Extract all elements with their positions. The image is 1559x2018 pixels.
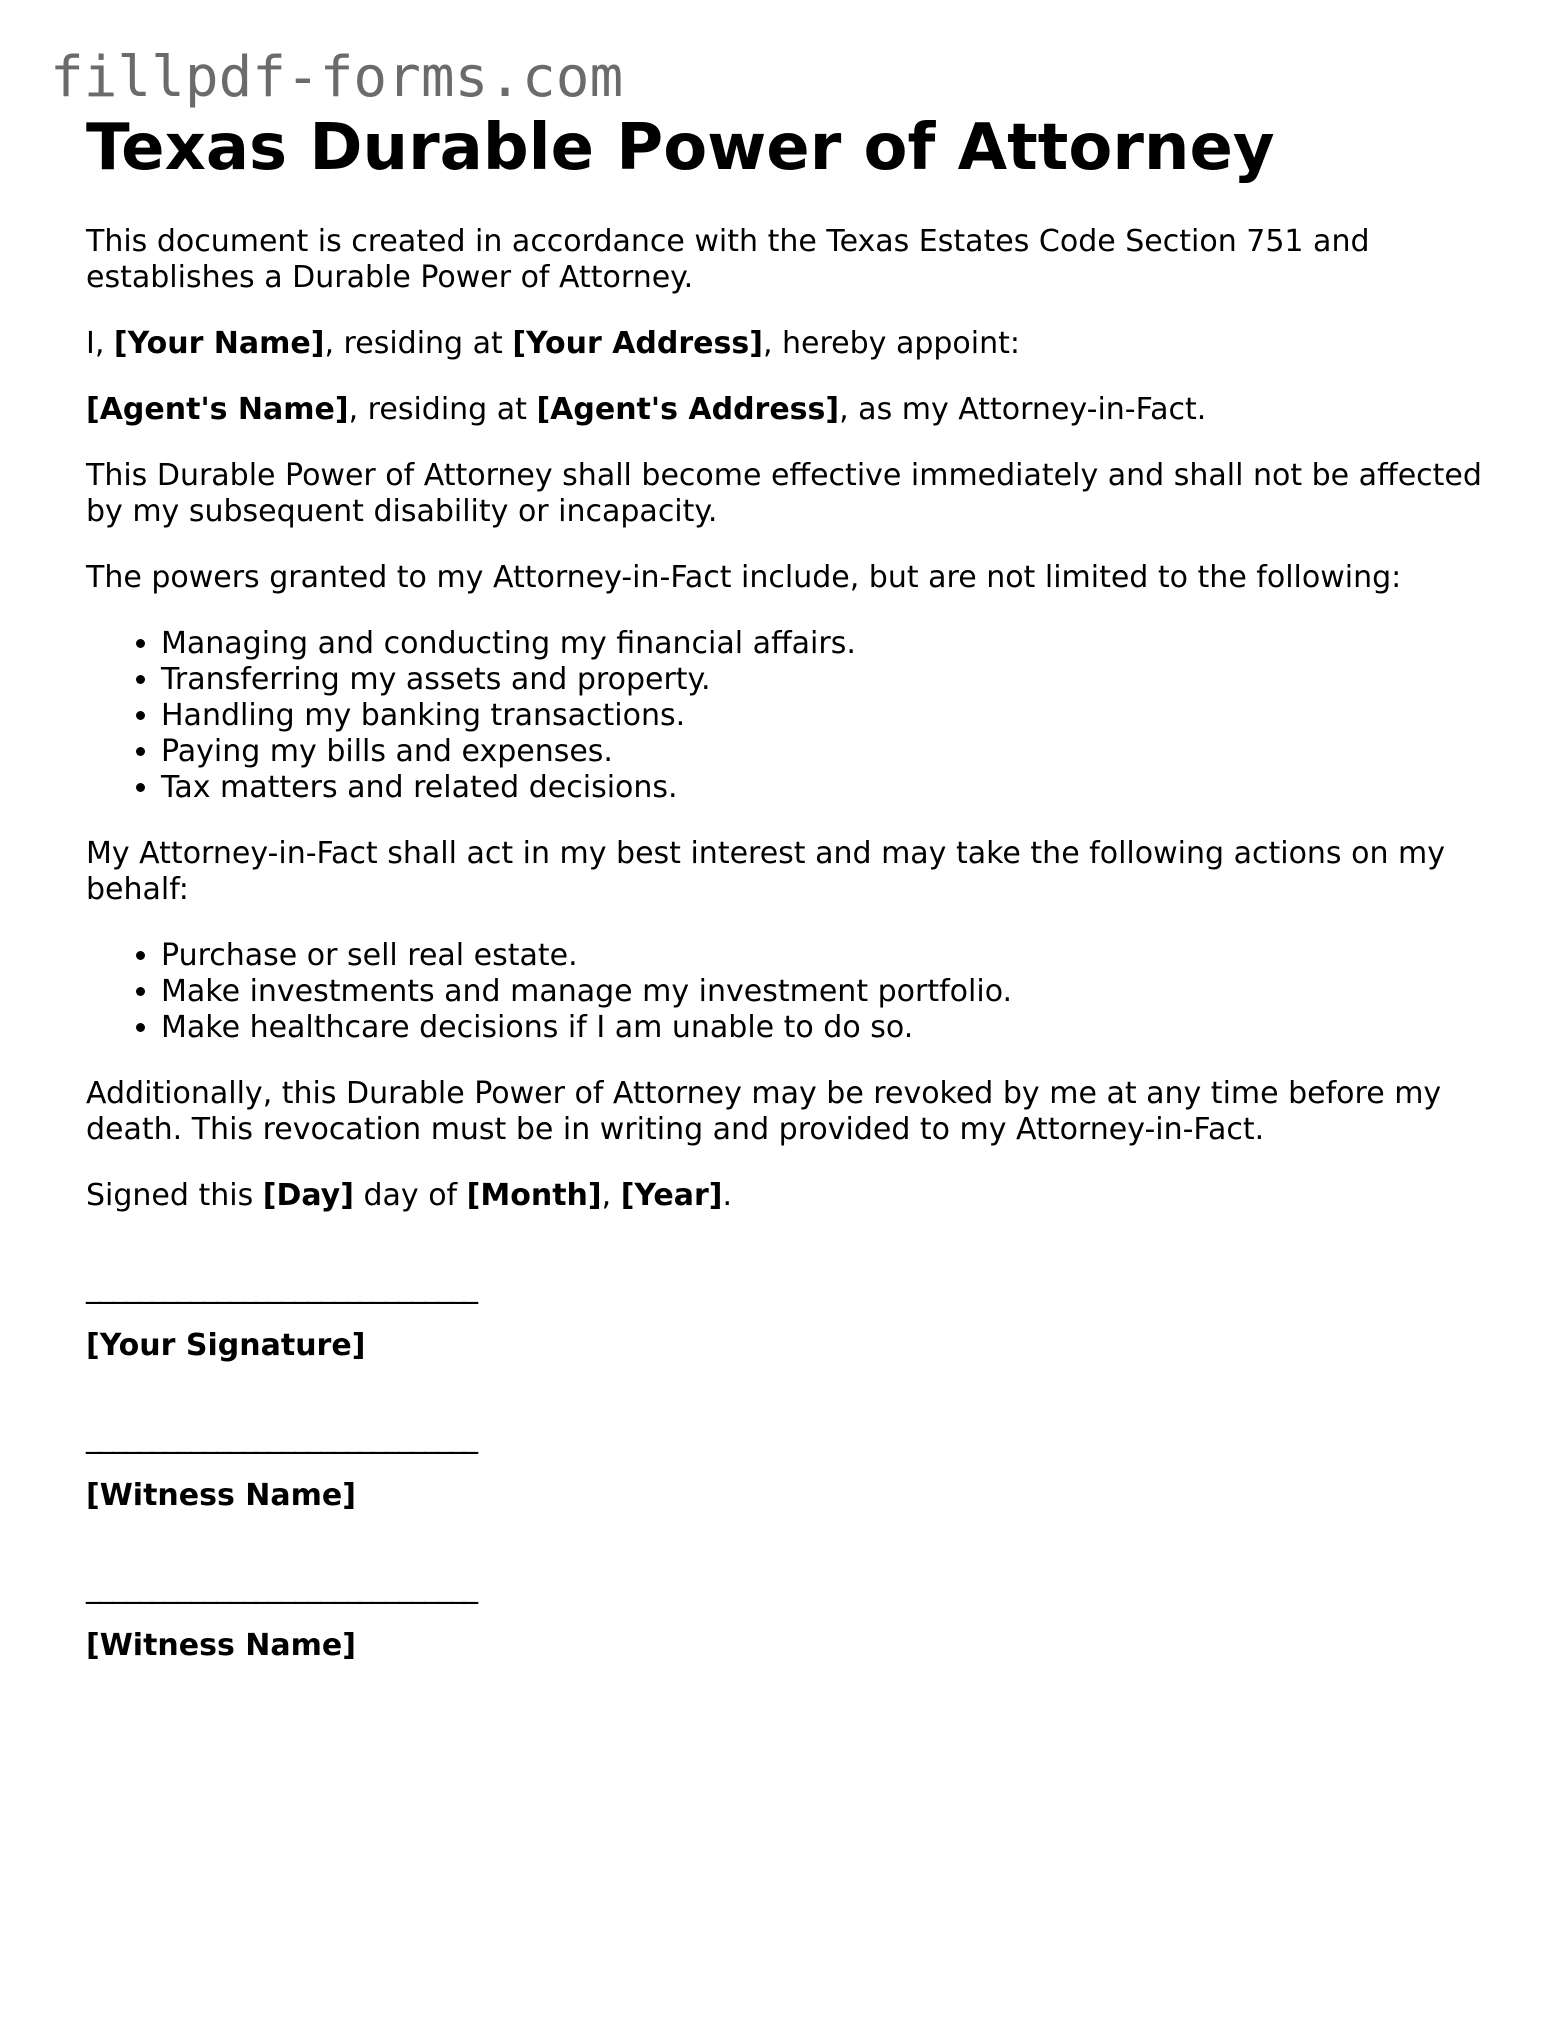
agent-mid: , residing at — [348, 391, 537, 427]
effective-paragraph: This Durable Power of Attorney shall become effective immediately and shall not be affected by my subsequent disability or incapacity. — [86, 457, 1482, 529]
list-item: • Purchase or sell real estate. — [161, 938, 1486, 974]
witness-2-label: [Witness Name] — [86, 1627, 356, 1663]
witness-1-line: ______________________________ — [86, 1419, 476, 1455]
witness-2-line: ______________________________ — [86, 1569, 476, 1605]
witness-1-label: [Witness Name] — [86, 1477, 356, 1513]
list-item: • Make investments and manage my investment portfolio. — [161, 974, 1486, 1010]
intro-paragraph: This document is created in accordance with the Texas Estates Code Section 751 and establishes a Durable Power of Attorney. — [86, 223, 1370, 295]
page-title: Texas Durable Power of Attorney — [86, 111, 1275, 185]
day-placeholder: [Day] — [262, 1177, 354, 1213]
actions-intro: My Attorney-in-Fact shall act in my best interest and may take the following actions on my behalf: — [86, 835, 1445, 907]
signed-prefix: Signed this — [86, 1177, 263, 1213]
appoint-mid: , residing at — [324, 325, 513, 361]
agent-name-placeholder: [Agent's Name] — [86, 391, 349, 427]
list-item: • Transferring my assets and property. — [161, 662, 1486, 698]
list-item: • Managing and conducting my financial affairs. — [161, 626, 1486, 662]
list-item: • Handling my banking transactions. — [161, 698, 1486, 734]
your-address-placeholder: [Your Address] — [512, 325, 763, 361]
list-item: • Tax matters and related decisions. — [161, 770, 1486, 806]
powers-list — [86, 626, 1486, 806]
revocation-paragraph: Additionally, this Durable Power of Attorney may be revoked by me at any time before my death. This revocation must be in writing and provided to my Attorney-in-Fact. — [86, 1075, 1442, 1147]
appoint-suffix: , hereby appoint: — [762, 325, 1020, 361]
your-signature-label: [Your Signature] — [86, 1327, 366, 1363]
year-placeholder: [Year] — [620, 1177, 723, 1213]
signed-comma: , — [601, 1177, 621, 1213]
signed-mid: day of — [353, 1177, 467, 1213]
powers-intro: The powers granted to my Attorney-in-Fact include, but are not limited to the following: — [86, 559, 1402, 595]
document-page — [86, 112, 1486, 1664]
month-placeholder: [Month] — [466, 1177, 602, 1213]
watermark: fillpdf-forms.com — [50, 45, 624, 110]
list-item: • Paying my bills and expenses. — [161, 734, 1486, 770]
appoint-prefix: I, — [86, 325, 114, 361]
list-item: • Make healthcare decisions if I am unable to do so. — [161, 1010, 1486, 1046]
signed-date-paragraph — [86, 1178, 1486, 1214]
agent-paragraph — [86, 392, 1486, 428]
signature-line: ______________________________ — [86, 1269, 476, 1305]
appointment-paragraph — [86, 326, 1486, 362]
signed-end: . — [722, 1177, 733, 1213]
your-name-placeholder: [Your Name] — [113, 325, 325, 361]
agent-suffix: , as my Attorney-in-Fact. — [839, 391, 1207, 427]
actions-list — [86, 938, 1486, 1046]
agent-address-placeholder: [Agent's Address] — [536, 391, 840, 427]
